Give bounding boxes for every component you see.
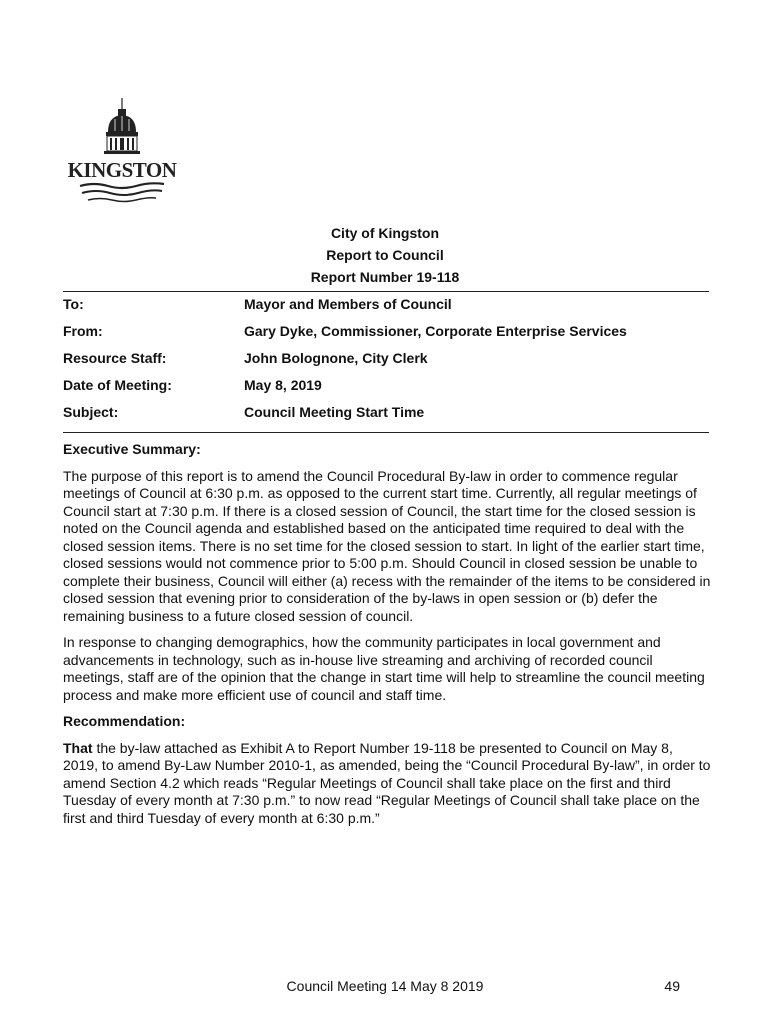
svg-text:KINGSTON: KINGSTON [67,158,177,182]
report-type-title: Report to Council [326,247,444,263]
page-number: 49 [664,978,680,994]
city-of-kingston-logo [66,96,178,208]
meta-value: Gary Dyke, Commissioner, Corporate Enterprise Services [244,323,627,339]
city-hall-dome-icon [66,96,178,208]
top-divider [63,291,709,292]
recommendation-paragraph [63,740,711,828]
meta-label: Subject: [63,404,119,420]
meta-row-from [63,323,709,350]
meta-row-to [63,296,709,323]
report-number-title: Report Number 19-118 [310,269,460,285]
meta-label: To: [63,296,84,312]
report-body [63,441,711,836]
meta-label: Resource Staff: [63,350,167,366]
executive-summary-heading: Executive Summary: [63,441,201,457]
executive-summary-paragraph: The purpose of this report is to amend the Council Procedural By-law in order to commence regular meetings of Council at 6:30 p.m. as opposed to the current start time. Currently, all regular meetings of Council start at 7:30 p.m. If there is a closed session of Council, the start time for the closed session is noted on the Council agenda and established based on the anticipated time required to deal with the closed session items. There is no set time for the closed session to start. In light of the earlier start time, closed sessions would not commence prior to 5:00 p.m. Should Council in closed session be unable to complete their business, Council will either (a) recess with the remainder of the items to be considered in closed session that evening prior to consideration of the by-laws in open session or (b) defer the remaining business to a future closed session of council. [63,467,711,624]
meta-value: Council Meeting Start Time [244,404,425,420]
recommendation-body: the by-law attached as Exhibit A to Report Number 19-118 be presented to Council on May 8, 2019, to amend By-Law Number 2010-1, as amended, being the “Council Procedural By-law”, in order to amend Section 4.2 which reads “Regular Meetings of Council shall take place on the first and third Tuesday of every month at 7:30 p.m.” to now read “Regular Meetings of Council shall take place on the first and third Tuesday of every month at 6:30 p.m.” [63,739,711,826]
bottom-divider [63,432,709,433]
recommendation-heading: Recommendation: [63,713,186,729]
report-title-block [0,222,770,288]
meta-label: From: [63,323,103,339]
footer-meeting-label: Council Meeting 14 May 8 2019 [286,978,484,994]
page-footer [0,978,770,998]
meta-value: Mayor and Members of Council [244,296,452,312]
report-city-title: City of Kingston [330,225,440,241]
recommendation-lead: That [63,739,93,756]
meta-value: May 8, 2019 [244,377,322,393]
meta-value: John Bolognone, City Clerk [244,350,428,366]
meta-row-subject [63,404,709,431]
meta-row-resource-staff [63,350,709,377]
meta-label: Date of Meeting: [63,377,172,393]
meta-row-date [63,377,709,404]
executive-summary-paragraph: In response to changing demographics, how the community participates in local government and advancements in technology, such as in-house live streaming and archiving of recorded council meetings, staff are of the opinion that the change in start time will help to streamline the council meeting process and make more efficient use of council and staff time. [63,634,705,703]
report-metadata [63,296,709,431]
